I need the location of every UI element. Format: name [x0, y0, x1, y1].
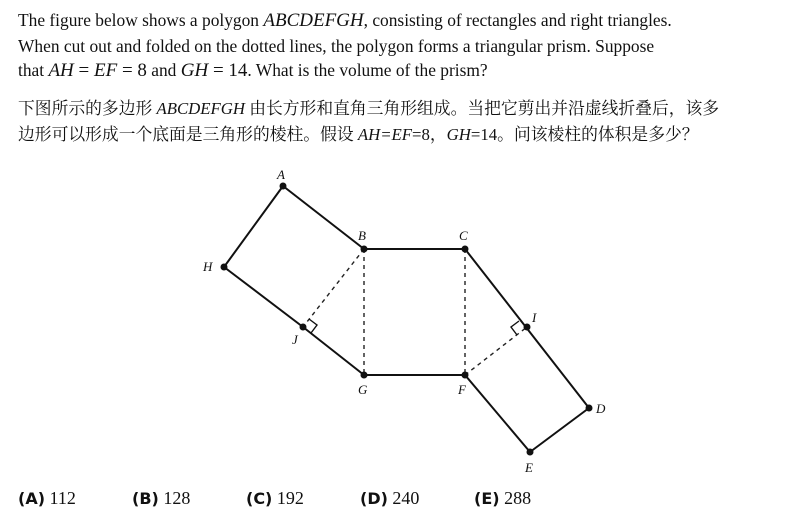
label-f: F — [458, 382, 466, 397]
problem-en-line-2: When cut out and folded on the dotted lines, the polygon forms a triangular prism. Suppose — [18, 35, 655, 56]
math-ef: EF — [93, 60, 118, 81]
text-segment: =14。问该棱柱的体积是多少？ — [470, 125, 699, 144]
label-a: A — [277, 167, 285, 182]
text-segment: 边形可以形成一个底面是三角形的棱柱。假设 — [18, 125, 358, 144]
label-i: I — [532, 310, 537, 325]
vertex-h — [221, 264, 228, 271]
label-g: G — [358, 382, 368, 397]
answer-option-a[interactable] — [18, 488, 76, 509]
answer-option-e[interactable] — [474, 488, 531, 509]
fold-line-fi — [465, 327, 527, 375]
right-angle-mark-i — [511, 321, 519, 335]
math-gh: GH — [180, 60, 209, 81]
right-angle-marks — [309, 319, 519, 335]
answer-value: 192 — [276, 488, 304, 508]
text-segment: =8， — [412, 125, 447, 144]
label-j: J — [292, 332, 298, 347]
answer-letter: (E) — [474, 489, 500, 508]
right-angle-mark-j — [309, 319, 317, 333]
label-h: H — [203, 259, 213, 274]
math-condition: GH — [446, 125, 471, 144]
vertex-j — [300, 324, 307, 331]
vertex-i — [524, 324, 531, 331]
vertex-g — [361, 372, 368, 379]
math-eq-14: = 14 — [208, 60, 248, 81]
answer-letter: (D) — [360, 489, 388, 508]
text-segment: , consisting of rectangles and right triangles. — [363, 10, 672, 30]
dotted-fold-lines — [303, 249, 527, 375]
answer-option-c[interactable] — [246, 488, 304, 509]
vertex-b — [361, 246, 368, 253]
answer-value: 128 — [163, 488, 191, 508]
math-eq: = — [73, 60, 94, 81]
text-segment: . What is the volume of the prism? — [247, 60, 488, 80]
answer-value: 288 — [504, 488, 532, 508]
vertex-a — [280, 183, 287, 190]
vertex-d — [586, 405, 593, 412]
answer-option-d[interactable] — [360, 488, 419, 509]
answer-value: 240 — [392, 488, 420, 508]
math-condition: AH=EF — [357, 125, 413, 144]
text-segment: and — [146, 60, 181, 80]
label-e: E — [525, 460, 533, 475]
vertex-points — [221, 183, 593, 456]
vertex-c — [462, 246, 469, 253]
polygon-name: ABCDEFGH — [263, 10, 364, 31]
text-segment: 由长方形和直角三角形组成。当把它剪出并沿虚线折叠后，该多 — [245, 99, 720, 118]
text-segment: 下图所示的多边形 — [18, 99, 157, 118]
math-ah: AH — [48, 60, 74, 81]
fold-line-bj — [303, 249, 364, 327]
math-eq-8: = 8 — [117, 60, 147, 81]
vertex-e — [527, 449, 534, 456]
answer-letter: (B) — [132, 489, 159, 508]
label-d: D — [596, 401, 606, 416]
answer-letter: (A) — [18, 489, 46, 508]
vertex-f — [462, 372, 469, 379]
text-segment: The figure below shows a polygon — [18, 10, 264, 30]
label-b: B — [358, 228, 366, 243]
text-segment: that — [18, 60, 49, 80]
answer-option-b[interactable] — [132, 488, 190, 509]
answer-value: 112 — [49, 488, 76, 508]
label-c: C — [459, 228, 468, 243]
answer-letter: (C) — [246, 489, 273, 508]
polygon-name: ABCDEFGH — [156, 99, 246, 118]
